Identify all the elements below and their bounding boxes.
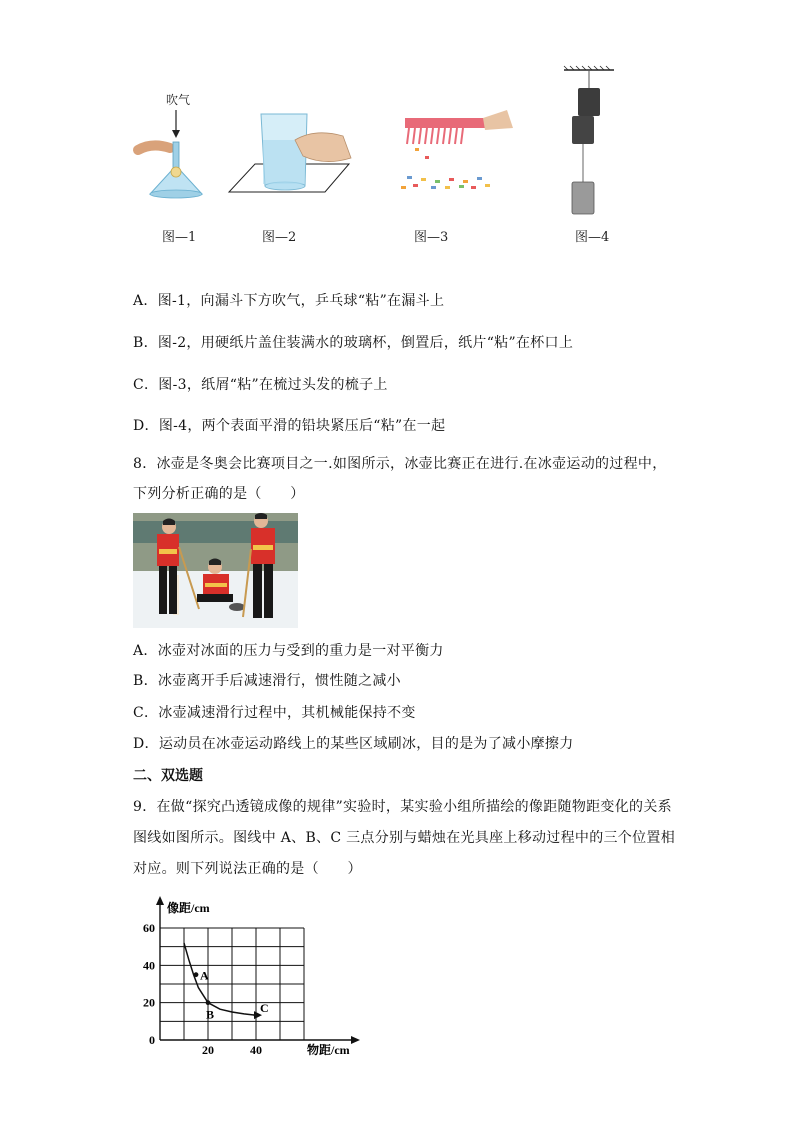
y-tick-label: 40	[143, 958, 155, 973]
q8-option-c: C．冰壶减速滑行过程中，其机械能保持不变	[133, 705, 416, 721]
figure-2-glass	[225, 100, 355, 200]
q8-option-b: B．冰壶离开手后减速滑行，惯性随之减小	[133, 673, 401, 689]
q7-option-d: D．图-4，两个表面平滑的铅块紧压后“粘”在一起	[133, 418, 446, 434]
chart-grid	[160, 928, 304, 1040]
point-b	[206, 1000, 211, 1005]
figure-3-caption: 图—3	[414, 230, 449, 245]
chart-points	[194, 969, 269, 1022]
point-label-a: A	[200, 968, 209, 983]
section-title: 二、双选题	[133, 768, 203, 784]
q8-option-d: D．运动员在冰壶运动路线上的某些区域刷冰，目的是为了减小摩擦力	[133, 736, 574, 752]
figure-2-caption: 图—2	[262, 230, 297, 245]
y-tick-label: 60	[143, 921, 155, 935]
q7-option-c: C．图-3，纸屑“粘”在梳过头发的梳子上	[133, 377, 388, 393]
point-c	[254, 1013, 259, 1018]
figure-1-funnel	[130, 90, 220, 210]
x-axis-arrow	[351, 1036, 360, 1044]
series-curve	[184, 943, 256, 1015]
q9-line2: 图线如图所示。图线中 A、B、C 三点分别与蜡烛在光具座上移动过程中的三个位置相	[133, 830, 676, 846]
figure-3-comb	[385, 100, 515, 200]
figure-row	[0, 60, 794, 250]
y-tick-label: 20	[143, 995, 155, 1010]
point-label-b: B	[206, 1007, 215, 1022]
q9-line3: 对应。则下列说法正确的是（ ）	[133, 861, 362, 877]
y-tick-label: 0	[149, 1033, 155, 1047]
figure-1-caption: 图—1	[162, 230, 197, 245]
curling-photo	[133, 513, 298, 628]
image-distance-chart	[125, 890, 370, 1065]
x-tick-label: 20	[202, 1043, 214, 1057]
x-axis-label: 物距/cm	[307, 1043, 350, 1057]
q7-option-a: A．图-1，向漏斗下方吹气，乒乓球“粘”在漏斗上	[133, 293, 445, 309]
point-a	[194, 972, 199, 977]
x-tick-label: 40	[250, 1043, 262, 1057]
point-label-c: C	[260, 1001, 269, 1016]
figure-4-caption: 图—4	[575, 230, 610, 245]
q8-stem-line1: 8．冰壶是冬奥会比赛项目之一.如图所示，冰壶比赛正在进行.在冰壶运动的过程中，	[133, 456, 667, 472]
y-axis-arrow	[156, 896, 164, 905]
blow-label: 吹气	[166, 93, 191, 107]
q7-option-b: B．图-2，用硬纸片盖住装满水的玻璃杯，倒置后，纸片“粘”在杯口上	[133, 335, 574, 351]
q9-line1: 9．在做“探究凸透镜成像的规律”实验时，某实验小组所描绘的像距随物距变化的关系	[133, 799, 672, 815]
q8-stem-line2: 下列分析正确的是（ ）	[133, 486, 305, 502]
chart-ticks	[143, 921, 262, 1057]
q8-option-a: A．冰壶对冰面的压力与受到的重力是一对平衡力	[133, 643, 444, 659]
y-axis-label: 像距/cm	[167, 901, 210, 915]
figure-4-lead-blocks	[560, 64, 620, 219]
